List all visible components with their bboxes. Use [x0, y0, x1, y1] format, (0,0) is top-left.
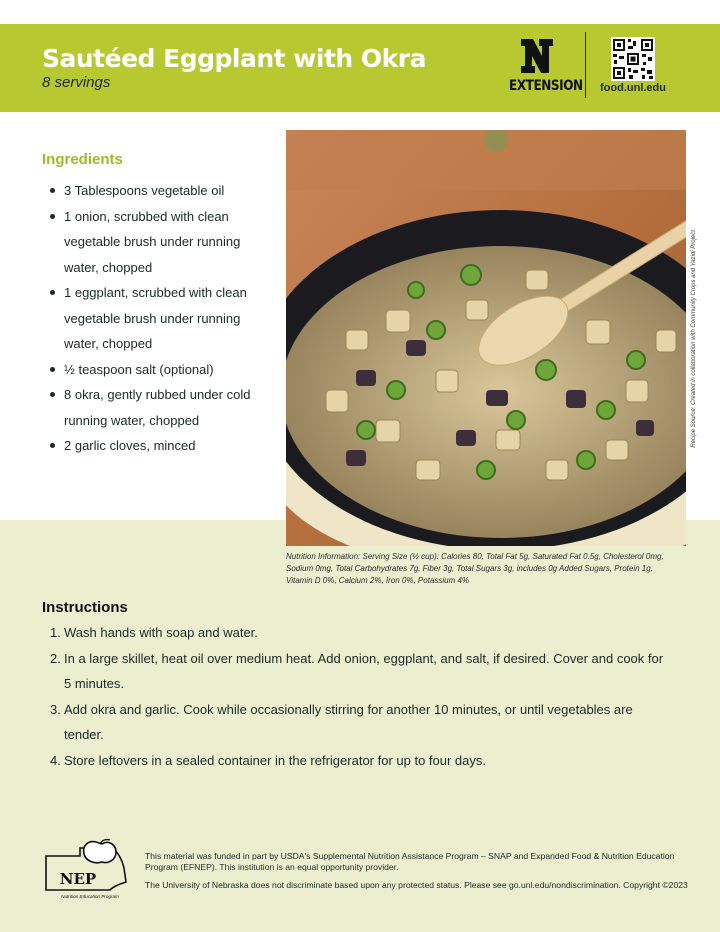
ingredients-heading: Ingredients	[42, 151, 123, 168]
step-text: In a large skillet, heat oil over medium heat. Add onion, eggplant, and salt, if desired. Cover and cook for 5 minutes.	[64, 650, 664, 691]
nep-logo-text: NEP	[59, 870, 97, 888]
ingredient-item: 1 onion, scrubbed with clean vegetable brush under running water, chopped	[48, 204, 268, 281]
step-number: 2.	[50, 650, 61, 666]
nebraska-n-logo-icon	[520, 38, 554, 74]
qr-code-icon[interactable]	[611, 37, 655, 81]
step-text: Add okra and garlic. Cook while occasionally stirring for another 10 minutes, or until vegetables are tender.	[64, 701, 633, 742]
nutrition-information: Nutrition Information: Serving Size (½ cup): Calories 80, Total Fat 5g, Saturated Fat 0.5g, Cholesterol 0mg, Sodium 0mg, Total Carbohydrates 7g, Fiber 3g, Total Sugars 3g, includes 0g Added Sugars, Protein 1g, Vitamin D 0%, Calcium 2%, Iron 0%, Potassium 4%	[286, 552, 664, 585]
extension-logo-text: EXTENSION	[509, 78, 583, 94]
page-title: Sautéed Eggplant with Okra	[42, 44, 426, 73]
instructions-heading: Instructions	[42, 599, 128, 616]
step-text: Store leftovers in a sealed container in the refrigerator for up to four days.	[64, 752, 487, 768]
step-text: Wash hands with soap and water.	[64, 625, 258, 640]
nep-logo-caption: Nutrition Education Program	[61, 894, 119, 899]
photo-credit-text: Recipe Source: Created in collaboration with Community Crops and Yazidi Project.	[691, 228, 697, 448]
step-number: 3.	[50, 701, 61, 717]
nep-logo-icon	[40, 838, 132, 902]
website-link[interactable]: food.unl.edu	[600, 82, 666, 94]
ingredient-item: 2 garlic cloves, minced	[48, 433, 268, 459]
funding-statement: This material was funded in part by USDA's Supplemental Nutrition Assistance Program – SNAP and Expanded Food & Nutrition Education Program (EFNEP). This institution is an equal opportunity provider.	[145, 851, 675, 872]
ingredient-item: 1 eggplant, scrubbed with clean vegetable brush under running water, chopped	[48, 280, 268, 357]
ingredient-item: 3 Tablespoons vegetable oil	[48, 178, 268, 204]
footer-text	[145, 851, 705, 891]
servings-label: 8 servings	[42, 74, 111, 91]
instruction-step	[50, 748, 670, 774]
recipe-photo	[286, 130, 686, 546]
instruction-step	[50, 697, 670, 748]
header-banner	[0, 24, 720, 112]
logo-divider	[585, 32, 586, 98]
instruction-step	[50, 646, 670, 697]
nondiscrimination-statement: The University of Nebraska does not discriminate based upon any protected status. Please see go.unl.edu/nondiscrimination. Copyright ©2023	[145, 880, 688, 890]
skillet-photo-illustration	[286, 130, 686, 546]
ingredients-list	[48, 178, 268, 459]
instructions-list	[50, 620, 670, 773]
step-number: 4.	[50, 752, 61, 768]
photo-credit	[686, 130, 702, 546]
step-number: 1.	[50, 625, 61, 640]
ingredient-item: ½ teaspoon salt (optional)	[48, 357, 268, 383]
ingredient-item: 8 okra, gently rubbed under cold running water, chopped	[48, 382, 268, 433]
instruction-step	[50, 620, 670, 646]
